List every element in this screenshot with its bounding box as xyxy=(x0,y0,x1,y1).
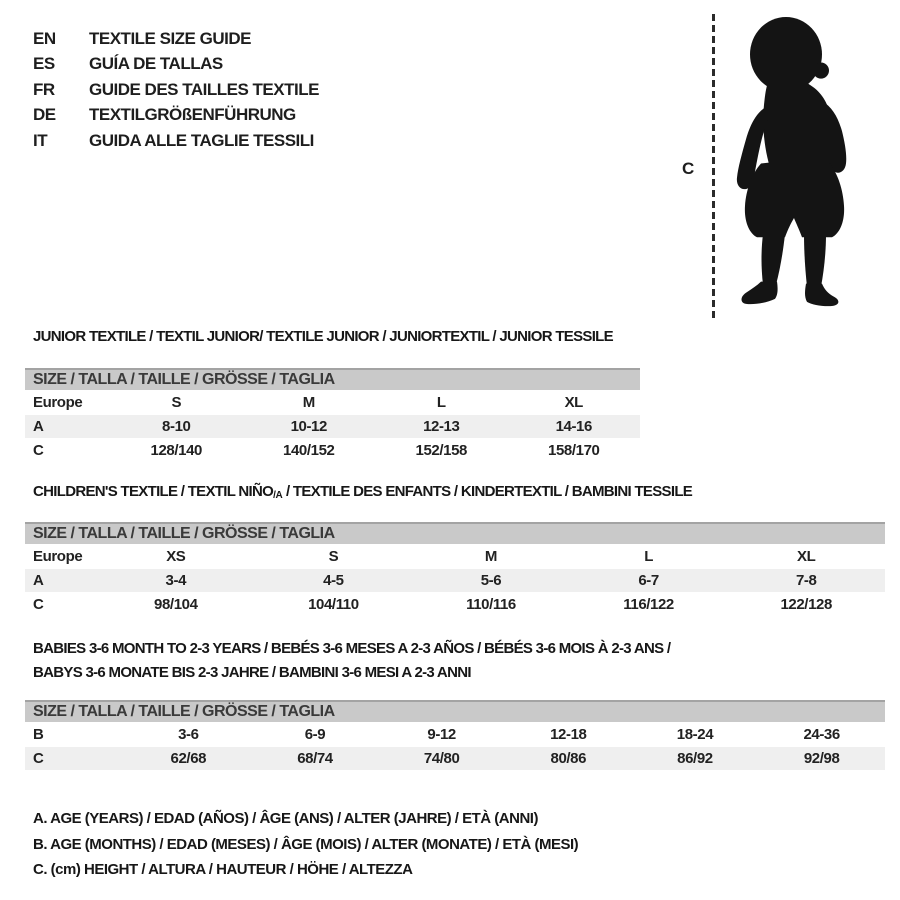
section-junior-textile xyxy=(25,327,640,463)
language-title: GUÍA DE TALLAS xyxy=(89,54,223,74)
row-label-cell: C xyxy=(33,442,44,459)
language-row-es xyxy=(33,52,319,78)
section-title-text: / TEXTILE DES ENFANTS / KINDERTEXTIL / BAMBINI TESSILE xyxy=(282,483,693,500)
size-value-cell: 116/122 xyxy=(623,596,674,613)
row-label-cell: C xyxy=(33,596,44,613)
measurement-legend xyxy=(33,806,578,883)
table-row-age-months xyxy=(25,723,885,746)
language-code: EN xyxy=(33,28,56,48)
size-value-cell: 74/80 xyxy=(378,747,505,770)
size-value-cell: 14-16 xyxy=(508,415,641,438)
section-title xyxy=(25,327,640,350)
language-row-it xyxy=(33,128,319,154)
table-row-height-cm xyxy=(25,439,640,462)
table-row-height-cm xyxy=(25,747,885,770)
size-value-cell: 158/170 xyxy=(548,442,600,459)
size-value-cell: XL xyxy=(564,394,583,411)
height-dotted-line xyxy=(712,14,715,320)
size-header-row xyxy=(25,700,885,722)
size-value-cell: S xyxy=(171,394,182,411)
size-value-cell: 68/74 xyxy=(252,747,379,770)
table-row-age-years xyxy=(25,569,885,592)
size-header-row xyxy=(25,368,640,390)
size-value-cell: 3-6 xyxy=(178,726,199,743)
size-value-cell: 5-6 xyxy=(412,569,570,592)
language-title: GUIDE DES TAILLES TEXTILE xyxy=(89,79,319,99)
size-value-cell: XL xyxy=(797,548,816,565)
size-value-cell: M xyxy=(302,394,315,411)
size-value-cell: 12-13 xyxy=(375,415,508,438)
table-row-europe xyxy=(25,391,640,414)
junior-size-table xyxy=(25,367,640,463)
height-measure-label: C xyxy=(682,159,695,178)
row-label-cell: C xyxy=(25,747,125,770)
language-list xyxy=(33,26,319,154)
size-value-cell: M xyxy=(484,548,498,565)
language-code: IT xyxy=(33,130,48,150)
size-value-cell: S xyxy=(328,548,339,565)
table-row-europe xyxy=(25,545,885,568)
size-value-cell: 8-10 xyxy=(110,415,243,438)
size-value-cell: 24-36 xyxy=(803,726,840,743)
language-row-de xyxy=(33,103,319,129)
table-row-height-cm xyxy=(25,593,885,616)
childrens-size-table xyxy=(25,521,885,617)
size-value-cell: 4-5 xyxy=(255,569,413,592)
size-value-cell: 104/110 xyxy=(308,596,359,613)
size-header-row xyxy=(25,522,885,544)
size-header-bar: SIZE / TALLA / TAILLE / GRÖSSE / TAGLIA xyxy=(25,368,640,390)
size-value-cell: 140/152 xyxy=(283,442,335,459)
size-value-cell: L xyxy=(644,548,653,565)
size-value-cell: 7-8 xyxy=(727,569,885,592)
size-value-cell: 110/116 xyxy=(466,596,516,613)
row-label-cell: A xyxy=(25,569,97,592)
section-childrens-textile xyxy=(25,482,885,617)
size-value-cell: L xyxy=(436,394,446,411)
language-title: TEXTILGRÖßENFÜHRUNG xyxy=(89,105,296,125)
language-row-fr xyxy=(33,77,319,103)
size-value-cell: 3-4 xyxy=(97,569,255,592)
section-title-text: CHILDREN'S TEXTILE / TEXTIL NIÑO xyxy=(33,483,274,500)
size-value-cell: 12-18 xyxy=(550,726,587,743)
size-value-cell: XS xyxy=(166,548,186,565)
row-label-cell: Europe xyxy=(33,394,83,411)
size-value-cell: 122/128 xyxy=(780,596,832,613)
legend-line-b: B. AGE (MONTHS) / EDAD (MESES) / ÂGE (MOIS) / ALTER (MONATE) / ETÀ (MESI) xyxy=(33,835,579,853)
size-value-cell: 6-7 xyxy=(570,569,728,592)
size-header-bar: SIZE / TALLA / TAILLE / GRÖSSE / TAGLIA xyxy=(25,522,885,544)
size-value-cell: 10-12 xyxy=(243,415,376,438)
size-value-cell: 128/140 xyxy=(150,442,202,459)
size-value-cell: 62/68 xyxy=(125,747,252,770)
section-babies-textile xyxy=(25,639,885,771)
section-title-text: JUNIOR TEXTILE / TEXTIL JUNIOR/ TEXTILE JUNIOR / JUNIORTEXTIL / JUNIOR TESSILE xyxy=(33,328,613,345)
size-value-cell: 86/92 xyxy=(632,747,759,770)
legend-line-c: C. (cm) HEIGHT / ALTURA / HAUTEUR / HÖHE / ALTEZZA xyxy=(33,861,413,878)
language-title: GUIDA ALLE TAGLIE TESSILI xyxy=(89,130,314,150)
babies-size-table xyxy=(25,699,885,771)
language-code: ES xyxy=(33,54,55,74)
language-title: TEXTILE SIZE GUIDE xyxy=(89,28,251,48)
size-value-cell: 18-24 xyxy=(676,726,714,743)
size-header-bar: SIZE / TALLA / TAILLE / GRÖSSE / TAGLIA xyxy=(25,700,885,722)
size-value-cell: 92/98 xyxy=(758,747,885,770)
section-title-line2: BABYS 3-6 MONATE BIS 2-3 JAHRE / BAMBINI 3-6 MESI A 2-3 ANNI xyxy=(33,664,471,681)
size-value-cell: 6-9 xyxy=(304,726,326,743)
row-label-cell: Europe xyxy=(33,548,83,565)
baby-silhouette-icon xyxy=(728,14,863,317)
row-label-cell: A xyxy=(25,415,110,438)
size-value-cell: 98/104 xyxy=(154,596,198,613)
table-row-age-years xyxy=(25,415,640,438)
size-value-cell: 9-12 xyxy=(427,726,456,743)
size-value-cell: 80/86 xyxy=(505,747,632,770)
row-label-cell: B xyxy=(33,726,44,743)
size-value-cell: 152/158 xyxy=(415,442,467,459)
section-title xyxy=(25,639,885,663)
language-code: DE xyxy=(33,105,56,125)
language-row-en xyxy=(33,26,319,52)
section-title-sub: /A xyxy=(273,490,283,501)
legend-line-a: A. AGE (YEARS) / EDAD (AÑOS) / ÂGE (ANS) / ALTER (JAHRE) / ETÀ (ANNI) xyxy=(33,810,538,827)
section-title-text: BABIES 3-6 MONTH TO 2-3 YEARS / BEBÉS 3-6 MESES A 2-3 AÑOS / BÉBÉS 3-6 MOIS À 2-3 ANS / xyxy=(33,640,671,657)
language-code: FR xyxy=(33,79,55,99)
section-title xyxy=(25,482,885,505)
